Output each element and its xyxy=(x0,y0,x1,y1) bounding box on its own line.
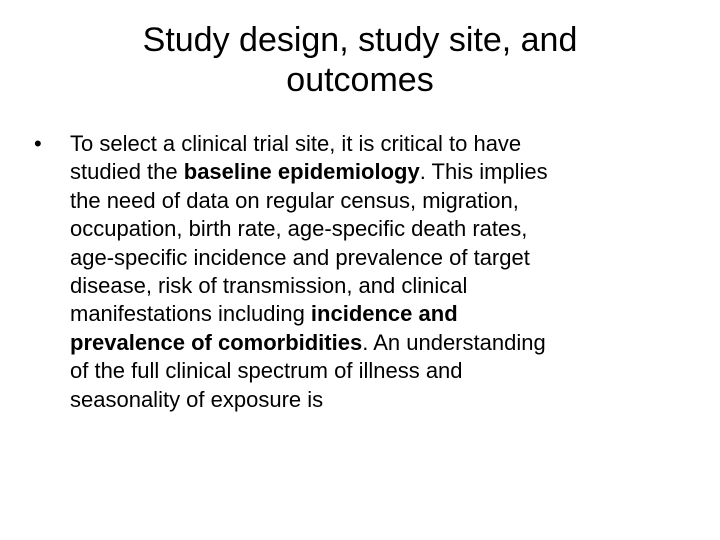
bold-text-run: prevalence of comorbidities xyxy=(70,329,363,355)
text-run: studied the xyxy=(70,159,184,185)
text-run: of the full clinical spectrum of illness and xyxy=(70,358,463,384)
bullet-line xyxy=(70,244,694,272)
bullet-line xyxy=(70,215,694,243)
text-run: To select a clinical trial site, it is critical to have xyxy=(70,131,522,156)
slide-title xyxy=(60,20,660,100)
bullet-line xyxy=(70,130,694,158)
bullet-line xyxy=(70,357,694,385)
bullet-line xyxy=(70,187,694,215)
bullet-line xyxy=(70,300,694,328)
text-run: . An understanding xyxy=(362,329,546,355)
bold-text-run: incidence and xyxy=(310,301,458,327)
slide-title-line-1: Study design, study site, and xyxy=(142,21,578,59)
bullet-line xyxy=(70,386,694,414)
bullet-line xyxy=(70,158,694,186)
bullet-text xyxy=(70,130,694,414)
text-run: occupation, birth rate, age-specific death rates, xyxy=(70,216,528,242)
text-run: age-specific incidence and prevalence of target xyxy=(70,244,530,270)
bold-text-run: baseline epidemiology xyxy=(183,159,420,185)
bullet-line xyxy=(70,272,694,300)
text-run: . This implies xyxy=(419,159,548,185)
slide-body xyxy=(34,130,694,414)
text-run: the need of data on regular census, migration, xyxy=(70,187,519,213)
text-run: disease, risk of transmission, and clinical xyxy=(70,273,468,299)
bullet-line xyxy=(70,329,694,357)
slide-title-line-2: outcomes xyxy=(286,61,434,99)
text-run: seasonality of exposure is xyxy=(70,386,324,412)
text-run: manifestations including xyxy=(70,301,311,327)
bullet-glyph: • xyxy=(34,131,42,156)
